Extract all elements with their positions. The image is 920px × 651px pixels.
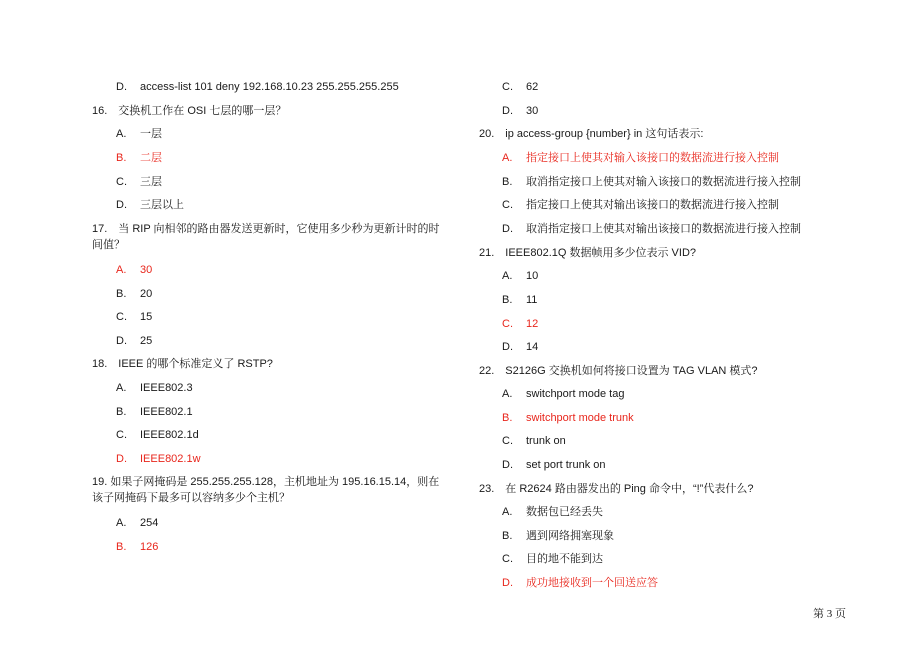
- option-22d: D. set port trunk on: [502, 459, 606, 471]
- question-16: 16. 交换机工作在 OSI 七层的哪一层？: [92, 105, 287, 117]
- option-17d: D. 25: [116, 335, 153, 347]
- option-18b: B. IEEE802.1: [116, 406, 193, 418]
- option-16c: C. 三层: [116, 176, 162, 188]
- option-23a: A. 数据包已经丢失: [502, 506, 603, 518]
- question-18: 18. IEEE 的哪个标准定义了 RSTP?: [92, 358, 273, 370]
- page-number: 第 3 页: [813, 608, 846, 620]
- option-22b-answer: B. switchport mode trunk: [502, 412, 634, 424]
- option-17b: B. 20: [116, 288, 153, 300]
- option-20d: D. 取消指定接口上使其对输出该接口的数据流进行接入控制: [502, 223, 801, 235]
- option-19d: D. 30: [502, 105, 539, 117]
- option-20c: C. 指定接口上使其对输出该接口的数据流进行接入控制: [502, 199, 779, 211]
- option-23b: B. 遇到网络拥塞现象: [502, 530, 614, 542]
- question-23: 23. 在 R2624 路由器发出的 Ping 命令中，“!”代表什么?: [479, 483, 754, 495]
- option-19b-answer: B. 126: [116, 541, 159, 553]
- option-16a: A. 一层: [116, 128, 162, 140]
- option-16b-answer: B. 二层: [116, 152, 162, 164]
- option-22a: A. switchport mode tag: [502, 388, 625, 400]
- option-17a-answer: A. 30: [116, 264, 153, 276]
- option-21c-answer: C. 12: [502, 318, 539, 330]
- option-20b: B. 取消指定接口上使其对输入该接口的数据流进行接入控制: [502, 176, 801, 188]
- question-17-cont: 间值？: [92, 239, 125, 251]
- option-23d-answer: D. 成功地接收到一个回送应答: [502, 577, 658, 589]
- option-15d: D. access-list 101 deny 192.168.10.23 255.255.255.255: [116, 81, 399, 93]
- option-16d: D. 三层以上: [116, 199, 184, 211]
- option-20a-answer: A. 指定接口上使其对输入该接口的数据流进行接入控制: [502, 152, 779, 164]
- option-18d-answer: D. IEEE802.1w: [116, 453, 201, 465]
- option-18c: C. IEEE802.1d: [116, 429, 199, 441]
- question-21: 21. IEEE802.1Q 数据帧用多少位表示 VID?: [479, 247, 697, 259]
- question-22: 22. S2126G 交换机如何将接口设置为 TAG VLAN 模式?: [479, 365, 758, 377]
- option-18a: A. IEEE802.3: [116, 382, 193, 394]
- option-19c: C. 62: [502, 81, 539, 93]
- question-19: 19. 如果子网掩码是 255.255.255.128，主机地址为 195.16.15.14，则在: [92, 476, 440, 488]
- option-21a: A. 10: [502, 270, 539, 282]
- option-21d: D. 14: [502, 341, 539, 353]
- option-19a: A. 254: [116, 517, 159, 529]
- option-21b: B. 11: [502, 294, 538, 306]
- question-19-cont: 该子网掩码下最多可以容纳多少个主机？: [92, 492, 290, 504]
- question-17: 17. 当 RIP 向相邻的路由器发送更新时，它使用多少秒为更新计时的时: [92, 223, 440, 235]
- option-23c: C. 目的地不能到达: [502, 553, 603, 565]
- option-17c: C. 15: [116, 311, 153, 323]
- question-20: 20. ip access-group {number} in 这句话表示:: [479, 128, 704, 140]
- option-22c: C. trunk on: [502, 435, 566, 447]
